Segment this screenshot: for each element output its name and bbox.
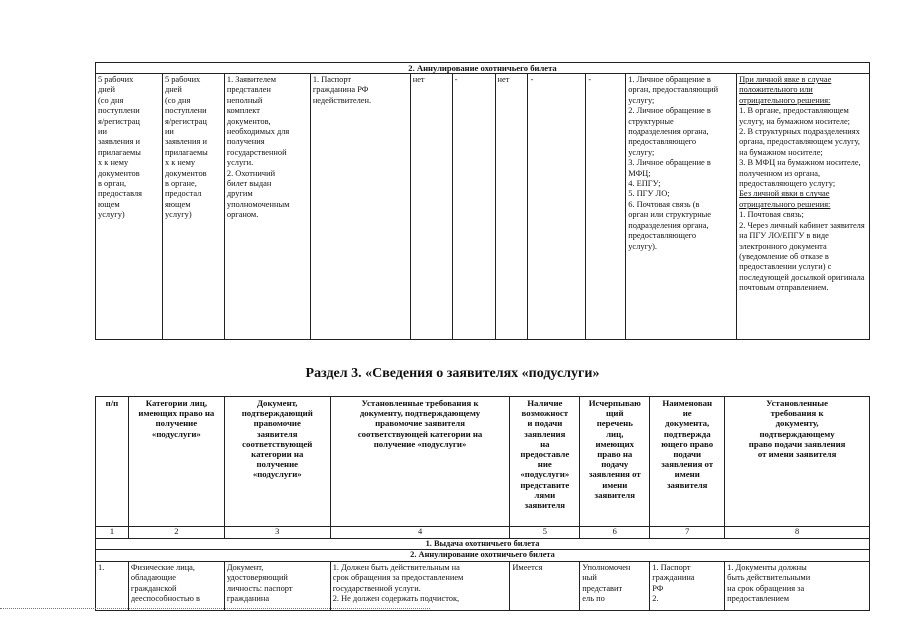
result-heading-remote: Без личной явки в случае отрицательного решения: (739, 189, 831, 209)
result-methods-cell (737, 74, 870, 340)
kbk-cell: - (586, 74, 626, 340)
header-representative-document: Наименован ие документа, подтвержда ющего право подачи заявления от имени заявителя (650, 397, 725, 527)
row-representatives-list: Уполномочен ный представит ель по (582, 562, 631, 603)
subsection-cancel: 2. Аннулирование охотничьего билета (96, 550, 870, 561)
column-number: 6 (580, 526, 650, 538)
refusal-grounds-cell: 1. Заявителем представлен неполный комплект документов, необходимых для получения государственной услуги. 2. Охотничий билет выдан другим уполномоченным органом. (224, 74, 310, 340)
top-table-header: 2. Аннулирование охотничьего билета (96, 63, 870, 74)
scan-edge-line (0, 608, 430, 611)
row-representatives: Имеется (512, 562, 543, 572)
column-number: 8 (725, 526, 870, 538)
fee-details-cell: - (528, 74, 586, 340)
top-table (95, 62, 870, 340)
header-representative-requirements: Установленные требования к документу, подтверждающему право подачи заявления от имени заявителя (725, 397, 870, 527)
applicants-table (95, 396, 870, 611)
column-number: 4 (330, 526, 510, 538)
section-title: Раздел 3. «Сведения о заявителях «подуслуги» (305, 366, 600, 381)
row-authority-document: Документ, удостоверяющий личность: паспорт гражданина (226, 562, 293, 603)
fee-cell: нет (495, 74, 528, 340)
subsection-issue: 1. Выдача охотничьего билета (96, 538, 870, 549)
term-cell-1: 5 рабочих дней (со дня поступлени я/регистрац ии заявления и прилагаемы х к нему документов в орган, предоставля ющем услугу) (96, 74, 163, 340)
rejection-grounds-cell: 1. Паспорт гражданина РФ недействителен. (310, 74, 410, 340)
application-methods-cell: 1. Личное обращение в орган, предоставляющий услугу; 2. Личное обращение в структурные подразделения органа, предоставляющего услугу; 3. Личное обращение в МФЦ; 4. ЕПГУ; 5. ПГУ ЛО; 6. Почтовая связь (в орган или структурные подразделения органа, предоставляющего услугу). (626, 74, 737, 340)
header-categories: Категории лиц, имеющих право на получение «подуслуги» (128, 397, 224, 527)
row-representative-requirements: 1. Документы должны быть действительными на срок обращения за предоставлением (727, 562, 811, 603)
column-number: 2 (128, 526, 224, 538)
row-document-requirements: 1. Должен быть действительным на срок обращения за предоставлением государственной услуги. 2. Не должен содержать подчисток, (332, 562, 464, 603)
header-document-requirements: Установленные требования к документу, подтверждающему правомочие заявителя соответствующей категории на получение «подуслуги» (330, 397, 510, 527)
header-representatives: Наличие возможност и подачи заявления на предоставле ние «подуслуги» представите лями заявителя (510, 397, 580, 527)
result-list-remote: 1. Почтовая связь; 2. Через личный кабинет заявителя на ПГУ ЛО/ЕПГУ в виде электронного документа (уведомление об отказе в предоставлении услуги) с последующей досылкой оригинала почтовым отправлением. (739, 210, 865, 293)
column-number: 1 (96, 526, 129, 538)
suspension-cell: нет (410, 74, 452, 340)
row-number: 1. (98, 562, 105, 572)
column-number: 5 (510, 526, 580, 538)
term-cell-2: 5 рабочих дней (со дня поступлени я/регистрац ии заявления и прилагаемы х к нему документов в органе, предостал яющем услугу) (162, 74, 224, 340)
suspension-grounds-cell: - (452, 74, 495, 340)
row-representative-document: 1. Паспорт гражданина РФ 2. (652, 562, 695, 603)
column-number: 3 (224, 526, 330, 538)
header-representatives-list: Исчерпываю щий перечень лиц, имеющих право на подачу заявления от имени заявителя (580, 397, 650, 527)
column-number: 7 (650, 526, 725, 538)
result-list-personal: 1. В органе, предоставляющем услугу, на бумажном носителе; 2. В структурных подразделениях органа, предоставляющем услугу, на бумажном носителе; 3. В МФЦ на бумажном носителе, полученном из органа, предоставляющего услугу; (739, 106, 861, 189)
row-category: Физические лица, обладающие гражданской дееспособностью в (130, 562, 200, 603)
result-heading-personal: При личной явке в случае положительного или отрицательного решения: (739, 75, 832, 105)
header-number: п/п (96, 397, 129, 527)
header-authority-document: Документ, подтверждающий правомочие заявителя соответствующей категории на получение «подуслуги» (224, 397, 330, 527)
